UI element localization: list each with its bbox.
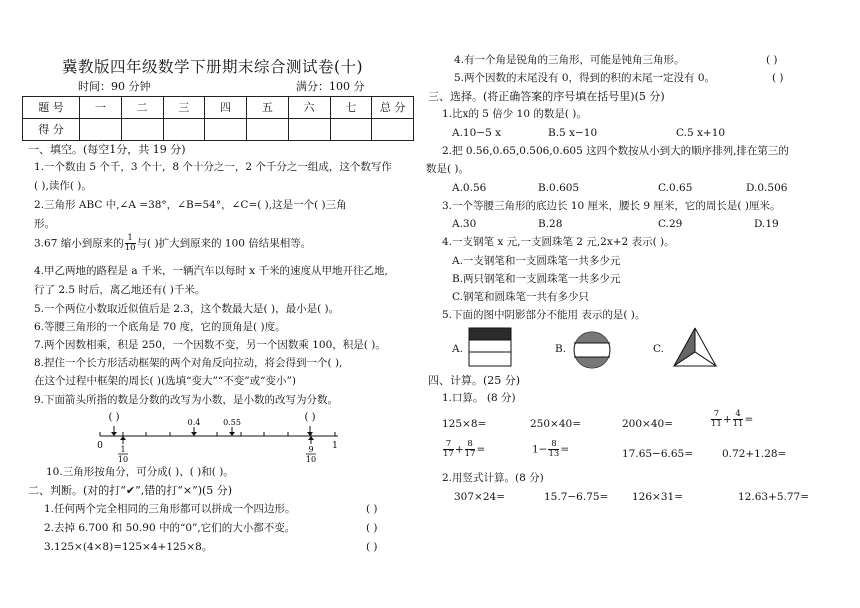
shape-b-shaded-bottom <box>572 357 612 369</box>
fill-q8-line2: 在这个过程中框架的周长( )(选填“变大”“不变”或“变小”) <box>34 375 296 387</box>
frac-1-10-den: 10 <box>117 455 129 464</box>
number-line <box>90 408 350 464</box>
exam-full-score: 满分：100 分 <box>296 80 365 93</box>
fraction-denominator: 10 <box>124 243 136 253</box>
arrowhead <box>111 432 117 436</box>
number-line-label-0.55: 0.55 <box>223 418 241 427</box>
arrowhead <box>308 436 314 440</box>
number-line-blank: ( ) <box>108 412 120 423</box>
oral-item: 17.65−6.65= <box>622 448 694 460</box>
exam-title: 冀教版四年级数学下册期末综合测试卷(十) <box>62 58 364 76</box>
choice-q3-option-c[interactable]: C.29 <box>658 218 683 230</box>
choice-q3-option-b[interactable]: B.28 <box>538 218 563 230</box>
fill-q3 <box>34 234 311 253</box>
choice-q1-option-c[interactable]: C.5 x+10 <box>676 127 726 139</box>
shape-c-triangle <box>672 326 718 368</box>
fill-q4-line1: 4.甲乙两地的路程是 a 千米，一辆汽车以每时 x 千米的速度从甲地开往乙地, <box>34 265 388 277</box>
section-4-title: 四、计算。(25 分) <box>428 374 521 387</box>
judge-q3: 3.125×(4×8)=125×4+125×8。 <box>44 541 213 553</box>
score-row-label: 得 分 <box>23 119 80 141</box>
fill-q5: 5.一个两位小数取近似值后是 2.3，这个数最大是( )，最小是( )。 <box>34 303 340 315</box>
section-2-title: 二、判断。(对的打“✔”,错的打“×”)(5 分) <box>28 484 233 497</box>
frac-9-10-den: 10 <box>305 455 317 464</box>
oral-item: 0.72+1.28= <box>722 448 787 460</box>
fraction-one-tenth <box>125 234 136 253</box>
arrowhead <box>191 432 197 436</box>
fill-q3-pre: 3.67 缩小到原来的 <box>34 237 124 250</box>
fill-q1-line1: 1.一个数由 5 个千，3 个十，8 个十分之一，2 个千分之一组成，这个数写作 <box>34 161 392 173</box>
fraction-denominator: 17 <box>464 449 476 459</box>
fill-q4-line2: 行了 2.5 时后，离乙地还有( )千米。 <box>34 284 206 296</box>
choice-q4-option-c[interactable]: C.钢笔和圆珠笔一共有多少只 <box>452 291 589 303</box>
choice-q2-option-b[interactable]: B.0.605 <box>538 182 580 194</box>
choice-q4-option-b[interactable]: B.两只钢笔和一支圆珠笔一共多少元 <box>452 273 621 285</box>
score-table-header: 题 号 <box>23 97 80 119</box>
choice-q1: 1.比x的 5 倍少 10 的数是( )。 <box>442 108 587 120</box>
choice-q2-line1: 2.把 0.56,0.65,0.506,0.605 这四个数按从小到大的顺序排列,排在第三的 <box>442 145 789 157</box>
choice-q1-option-a[interactable]: A.10−5 x <box>452 127 502 139</box>
fraction-denominator: 13 <box>548 449 560 459</box>
score-cell[interactable] <box>330 119 372 141</box>
score-table-header: 四 <box>205 97 247 119</box>
score-table-header: 一 <box>80 97 122 119</box>
judge-q3-answer[interactable]: ( ) <box>366 541 378 553</box>
shape-b-label[interactable]: B. <box>555 343 567 355</box>
fraction <box>711 410 722 429</box>
oral-item-fraction-sum: $\frac{7}{17}$ + $\frac{8}{17}$ = <box>443 439 486 459</box>
shape-a-label[interactable]: A. <box>452 343 463 355</box>
arrowhead <box>229 432 235 436</box>
oral-item-fraction-diff: 1− $\frac{8}{13}$ = <box>532 439 570 459</box>
oral-item: 125×8= <box>442 418 487 430</box>
fraction-denominator: 11 <box>711 419 722 429</box>
score-cell[interactable] <box>372 119 414 141</box>
vertical-item: 126×31= <box>632 491 683 503</box>
fraction <box>465 440 476 459</box>
score-table-header: 三 <box>163 97 205 119</box>
choice-q2-option-d[interactable]: D.0.506 <box>746 182 788 194</box>
choice-q2-option-a[interactable]: A.0.56 <box>452 182 487 194</box>
number-line-one: 1 <box>332 441 338 451</box>
frac-9-10-num: 9 <box>308 445 314 454</box>
score-cell[interactable] <box>288 119 330 141</box>
choice-q3: 3.一个等腰三角形的底边长 10 厘米，腰长 9 厘米，它的周长是( )厘米。 <box>442 200 781 212</box>
judge-q2: 2.去掉 6.700 和 50.90 中的“0”,它们的大小都不变。 <box>44 522 296 534</box>
fraction-numerator: 8 <box>465 440 476 450</box>
judge-q2-answer[interactable]: ( ) <box>366 522 378 534</box>
fill-q3-post: 与( )扩大到原来的 100 倍结果相等。 <box>136 237 312 250</box>
oral-item: 250×40= <box>530 418 581 430</box>
shape-b-shaded-top <box>572 332 612 343</box>
oral-item: 200×40= <box>622 418 673 430</box>
score-cell[interactable] <box>163 119 205 141</box>
fraction-numerator: 1 <box>125 234 136 244</box>
judge-q4-answer[interactable]: ( ) <box>766 54 778 66</box>
judge-q4: 4.有一个角是锐角的三角形，可能是钝角三角形。 <box>454 54 685 66</box>
shape-a-part <box>469 340 511 352</box>
fraction-numerator: 8 <box>548 440 559 450</box>
choice-q2-line2: 数是( )。 <box>426 163 470 175</box>
number-line-label-0.4: 0.4 <box>187 418 201 427</box>
choice-q1-option-b[interactable]: B.5 x−10 <box>548 127 598 139</box>
choice-q2-option-c[interactable]: C.0.65 <box>658 182 693 194</box>
fill-q6: 6.等腰三角形的一个底角是 70 度，它的顶角是( )度。 <box>34 321 286 333</box>
oral-item-fraction-sum: $\frac{7}{11}$ + $\frac{4}{11}$ = <box>711 409 754 429</box>
vertical-calc-title: 2.用竖式计算。(8 分) <box>442 472 544 484</box>
section-1-title: 一、填空。(每空1分，共 19 分) <box>28 143 186 156</box>
vertical-item: 12.63+5.77= <box>738 491 810 503</box>
arrowhead <box>120 436 126 440</box>
fraction-numerator: 4 <box>733 410 744 420</box>
section-3-title: 三、选择。(将正确答案的序号填在括号里)(5 分) <box>428 90 665 103</box>
choice-q4: 4.一支钢笔 x 元,一支圆珠笔 2 元,2x+2 表示( )。 <box>442 236 675 248</box>
score-cell[interactable] <box>205 119 247 141</box>
score-cell[interactable] <box>247 119 289 141</box>
score-cell[interactable] <box>121 119 163 141</box>
choice-q4-option-a[interactable]: A.一支钢笔和一支圆珠笔一共多少元 <box>452 255 621 267</box>
judge-q1: 1.任何两个完全相同的三角形都可以拼成一个四边形。 <box>44 503 296 515</box>
score-table-header: 总 分 <box>372 97 414 119</box>
fraction <box>443 440 454 459</box>
frac-1-10-num: 1 <box>120 445 126 454</box>
shape-b-circle <box>572 330 612 370</box>
score-table-header: 二 <box>121 97 163 119</box>
number-line-blank: ( ) <box>304 412 316 423</box>
oral-prefix: 1− <box>532 443 548 456</box>
fraction-numerator: 7 <box>711 410 722 420</box>
fraction <box>548 440 559 459</box>
score-table-header-row <box>23 97 414 119</box>
shape-a-shaded <box>469 328 511 340</box>
shape-a-rectangle <box>468 327 512 367</box>
choice-q3-option-d[interactable]: D.19 <box>754 218 779 230</box>
fill-q7: 7.两个因数相乘，积是 250，一个因数不变，另一个因数乘 100，积是( )。 <box>34 339 386 351</box>
choice-q3-option-a[interactable]: A.30 <box>452 218 477 230</box>
score-table <box>22 96 414 141</box>
vertical-item: 307×24= <box>454 491 505 503</box>
score-table-header: 五 <box>247 97 289 119</box>
fraction-denominator: 11 <box>732 419 744 429</box>
judge-q5-answer[interactable]: ( ) <box>772 72 784 84</box>
score-table-score-row <box>23 119 414 141</box>
fraction <box>733 410 744 429</box>
fill-q8-line1: 8.捏住一个长方形活动框架的两个对角反向拉动，将会得到一个( ), <box>34 357 343 369</box>
number-line-zero: 0 <box>97 441 103 451</box>
judge-q5: 5.两个因数的末尾没有 0，得到的积的末尾一定没有 0。 <box>454 72 716 84</box>
fill-q2-line2: 形。 <box>34 218 55 230</box>
shape-a-part <box>469 352 511 366</box>
exam-time: 时间：90 分钟 <box>78 80 151 93</box>
fill-q10: 10.三角形按角分，可分成( )、( )和( )。 <box>46 466 234 478</box>
fraction-denominator: 17 <box>443 449 454 459</box>
vertical-item: 15.7−6.75= <box>544 491 609 503</box>
choice-q5: 5.下面的图中阴影部分不能用 表示的是( )。 <box>442 309 646 321</box>
oral-calc-title: 1.口算。 (8 分) <box>442 392 516 404</box>
fraction-numerator: 7 <box>443 440 454 450</box>
score-table-header: 六 <box>288 97 330 119</box>
judge-q1-answer[interactable]: ( ) <box>366 503 378 515</box>
score-table-header: 七 <box>330 97 372 119</box>
shape-c-label[interactable]: C. <box>653 343 664 355</box>
fill-q9: 9.下面箭头所指的数是分数的改写为小数，是小数的改写为分数。 <box>34 394 339 406</box>
score-cell[interactable] <box>80 119 122 141</box>
arrowhead <box>307 432 313 436</box>
fill-q1-line2: ( ),读作( )。 <box>34 180 92 192</box>
fill-q2-line1: 2.三角形 ABC 中,∠A =38°，∠B=54°，∠C=( ),这是一个( )三角 <box>34 199 347 211</box>
